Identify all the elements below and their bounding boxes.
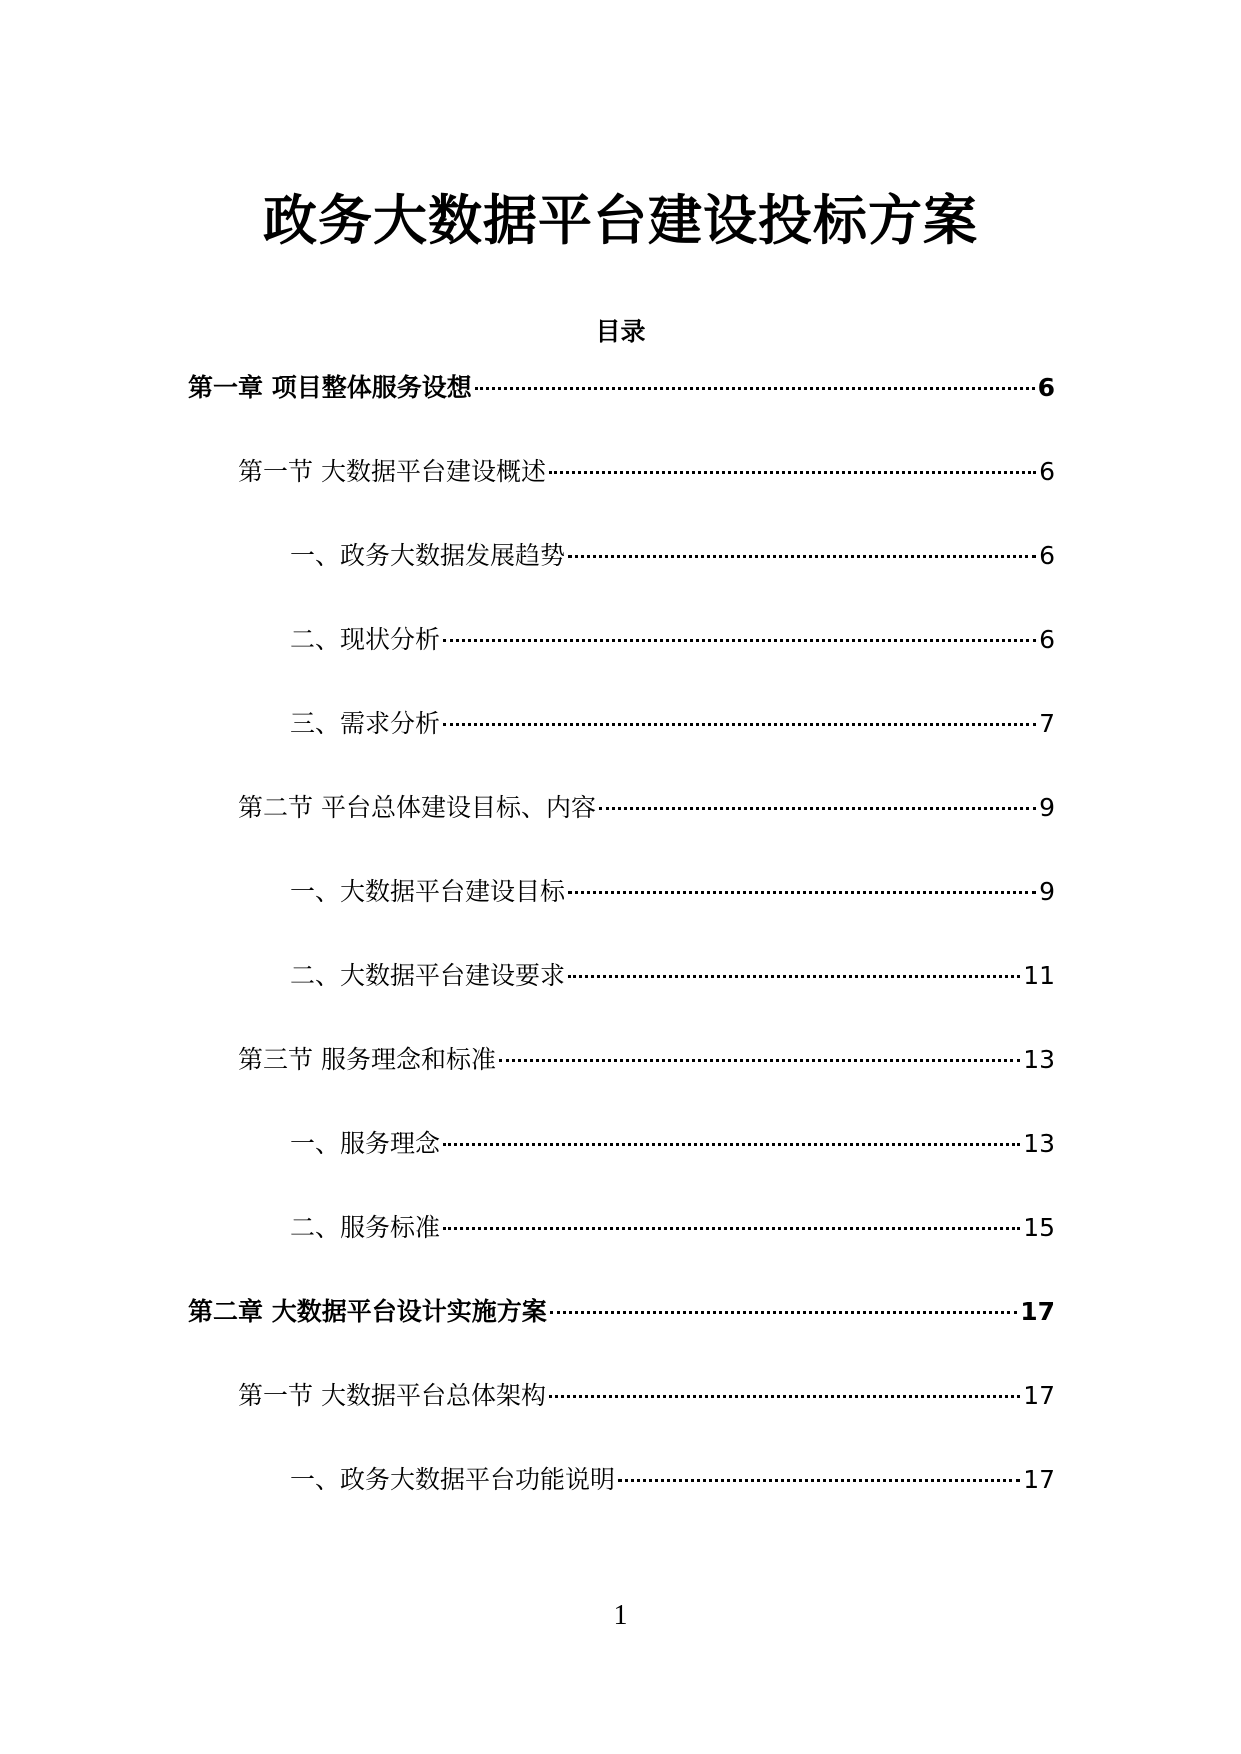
toc-entry-subsection[interactable] — [0, 958, 1241, 1042]
toc-entry-text: 二、现状分析 — [290, 625, 441, 654]
dot-leader — [568, 891, 1036, 894]
toc-entry-text: 二、大数据平台建设要求 — [290, 961, 566, 990]
toc-heading: 目录 — [595, 317, 646, 346]
toc-entry-text: 第一节 大数据平台建设概述 — [238, 457, 546, 486]
dot-leader — [443, 723, 1036, 726]
toc-entry-text: 第三节 服务理念和标准 — [238, 1045, 496, 1074]
dot-leader — [443, 1227, 1020, 1230]
toc-entry-subsection[interactable] — [0, 1210, 1241, 1294]
toc-entry-page: 15 — [1023, 1213, 1055, 1242]
dot-leader — [549, 1395, 1020, 1398]
toc-entry-page: 13 — [1023, 1045, 1055, 1074]
toc-entry-text: 三、需求分析 — [290, 709, 441, 738]
dot-leader — [568, 555, 1036, 558]
toc-entry-page: 17 — [1020, 1297, 1055, 1326]
toc-entry-text: 第二节 平台总体建设目标、内容 — [238, 793, 596, 822]
table-of-contents — [0, 370, 1241, 1546]
dot-leader — [475, 387, 1035, 390]
toc-entry-subsection[interactable] — [0, 706, 1241, 790]
toc-entry-page: 17 — [1023, 1465, 1055, 1494]
toc-entry-text: 一、大数据平台建设目标 — [290, 877, 566, 906]
toc-entry-text: 一、政务大数据平台功能说明 — [290, 1465, 616, 1494]
toc-entry-page: 6 — [1039, 541, 1055, 570]
toc-entry-page: 6 — [1039, 625, 1055, 654]
toc-entry-page: 7 — [1039, 709, 1055, 738]
dot-leader — [443, 1143, 1020, 1146]
dot-leader — [499, 1059, 1020, 1062]
toc-entry-chapter[interactable] — [0, 370, 1241, 454]
toc-entry-subsection[interactable] — [0, 538, 1241, 622]
toc-entry-chapter[interactable] — [0, 1294, 1241, 1378]
toc-entry-subsection[interactable] — [0, 874, 1241, 958]
toc-entry-page: 17 — [1023, 1381, 1055, 1410]
page-number: 1 — [613, 1600, 628, 1631]
toc-entry-page: 6 — [1037, 373, 1055, 402]
dot-leader — [568, 975, 1020, 978]
toc-entry-section[interactable] — [0, 1042, 1241, 1126]
toc-entry-subsection[interactable] — [0, 622, 1241, 706]
toc-entry-section[interactable] — [0, 454, 1241, 538]
toc-entry-subsection[interactable] — [0, 1462, 1241, 1546]
document-title: 政务大数据平台建设投标方案 — [263, 189, 978, 252]
toc-entry-text: 一、政务大数据发展趋势 — [290, 541, 566, 570]
toc-entry-section[interactable] — [0, 1378, 1241, 1462]
toc-entry-text: 第二章 大数据平台设计实施方案 — [188, 1297, 547, 1326]
toc-entry-section[interactable] — [0, 790, 1241, 874]
toc-entry-subsection[interactable] — [0, 1126, 1241, 1210]
toc-entry-page: 11 — [1023, 961, 1055, 990]
dot-leader — [618, 1479, 1020, 1482]
dot-leader — [549, 471, 1036, 474]
toc-entry-text: 第一章 项目整体服务设想 — [188, 373, 472, 402]
dot-leader — [443, 639, 1036, 642]
toc-entry-page: 13 — [1023, 1129, 1055, 1158]
toc-entry-text: 第一节 大数据平台总体架构 — [238, 1381, 546, 1410]
toc-entry-text: 二、服务标准 — [290, 1213, 441, 1242]
toc-entry-page: 6 — [1039, 457, 1055, 486]
dot-leader — [599, 807, 1036, 810]
toc-entry-page: 9 — [1039, 793, 1055, 822]
toc-entry-text: 一、服务理念 — [290, 1129, 441, 1158]
toc-entry-page: 9 — [1039, 877, 1055, 906]
dot-leader — [550, 1311, 1017, 1314]
